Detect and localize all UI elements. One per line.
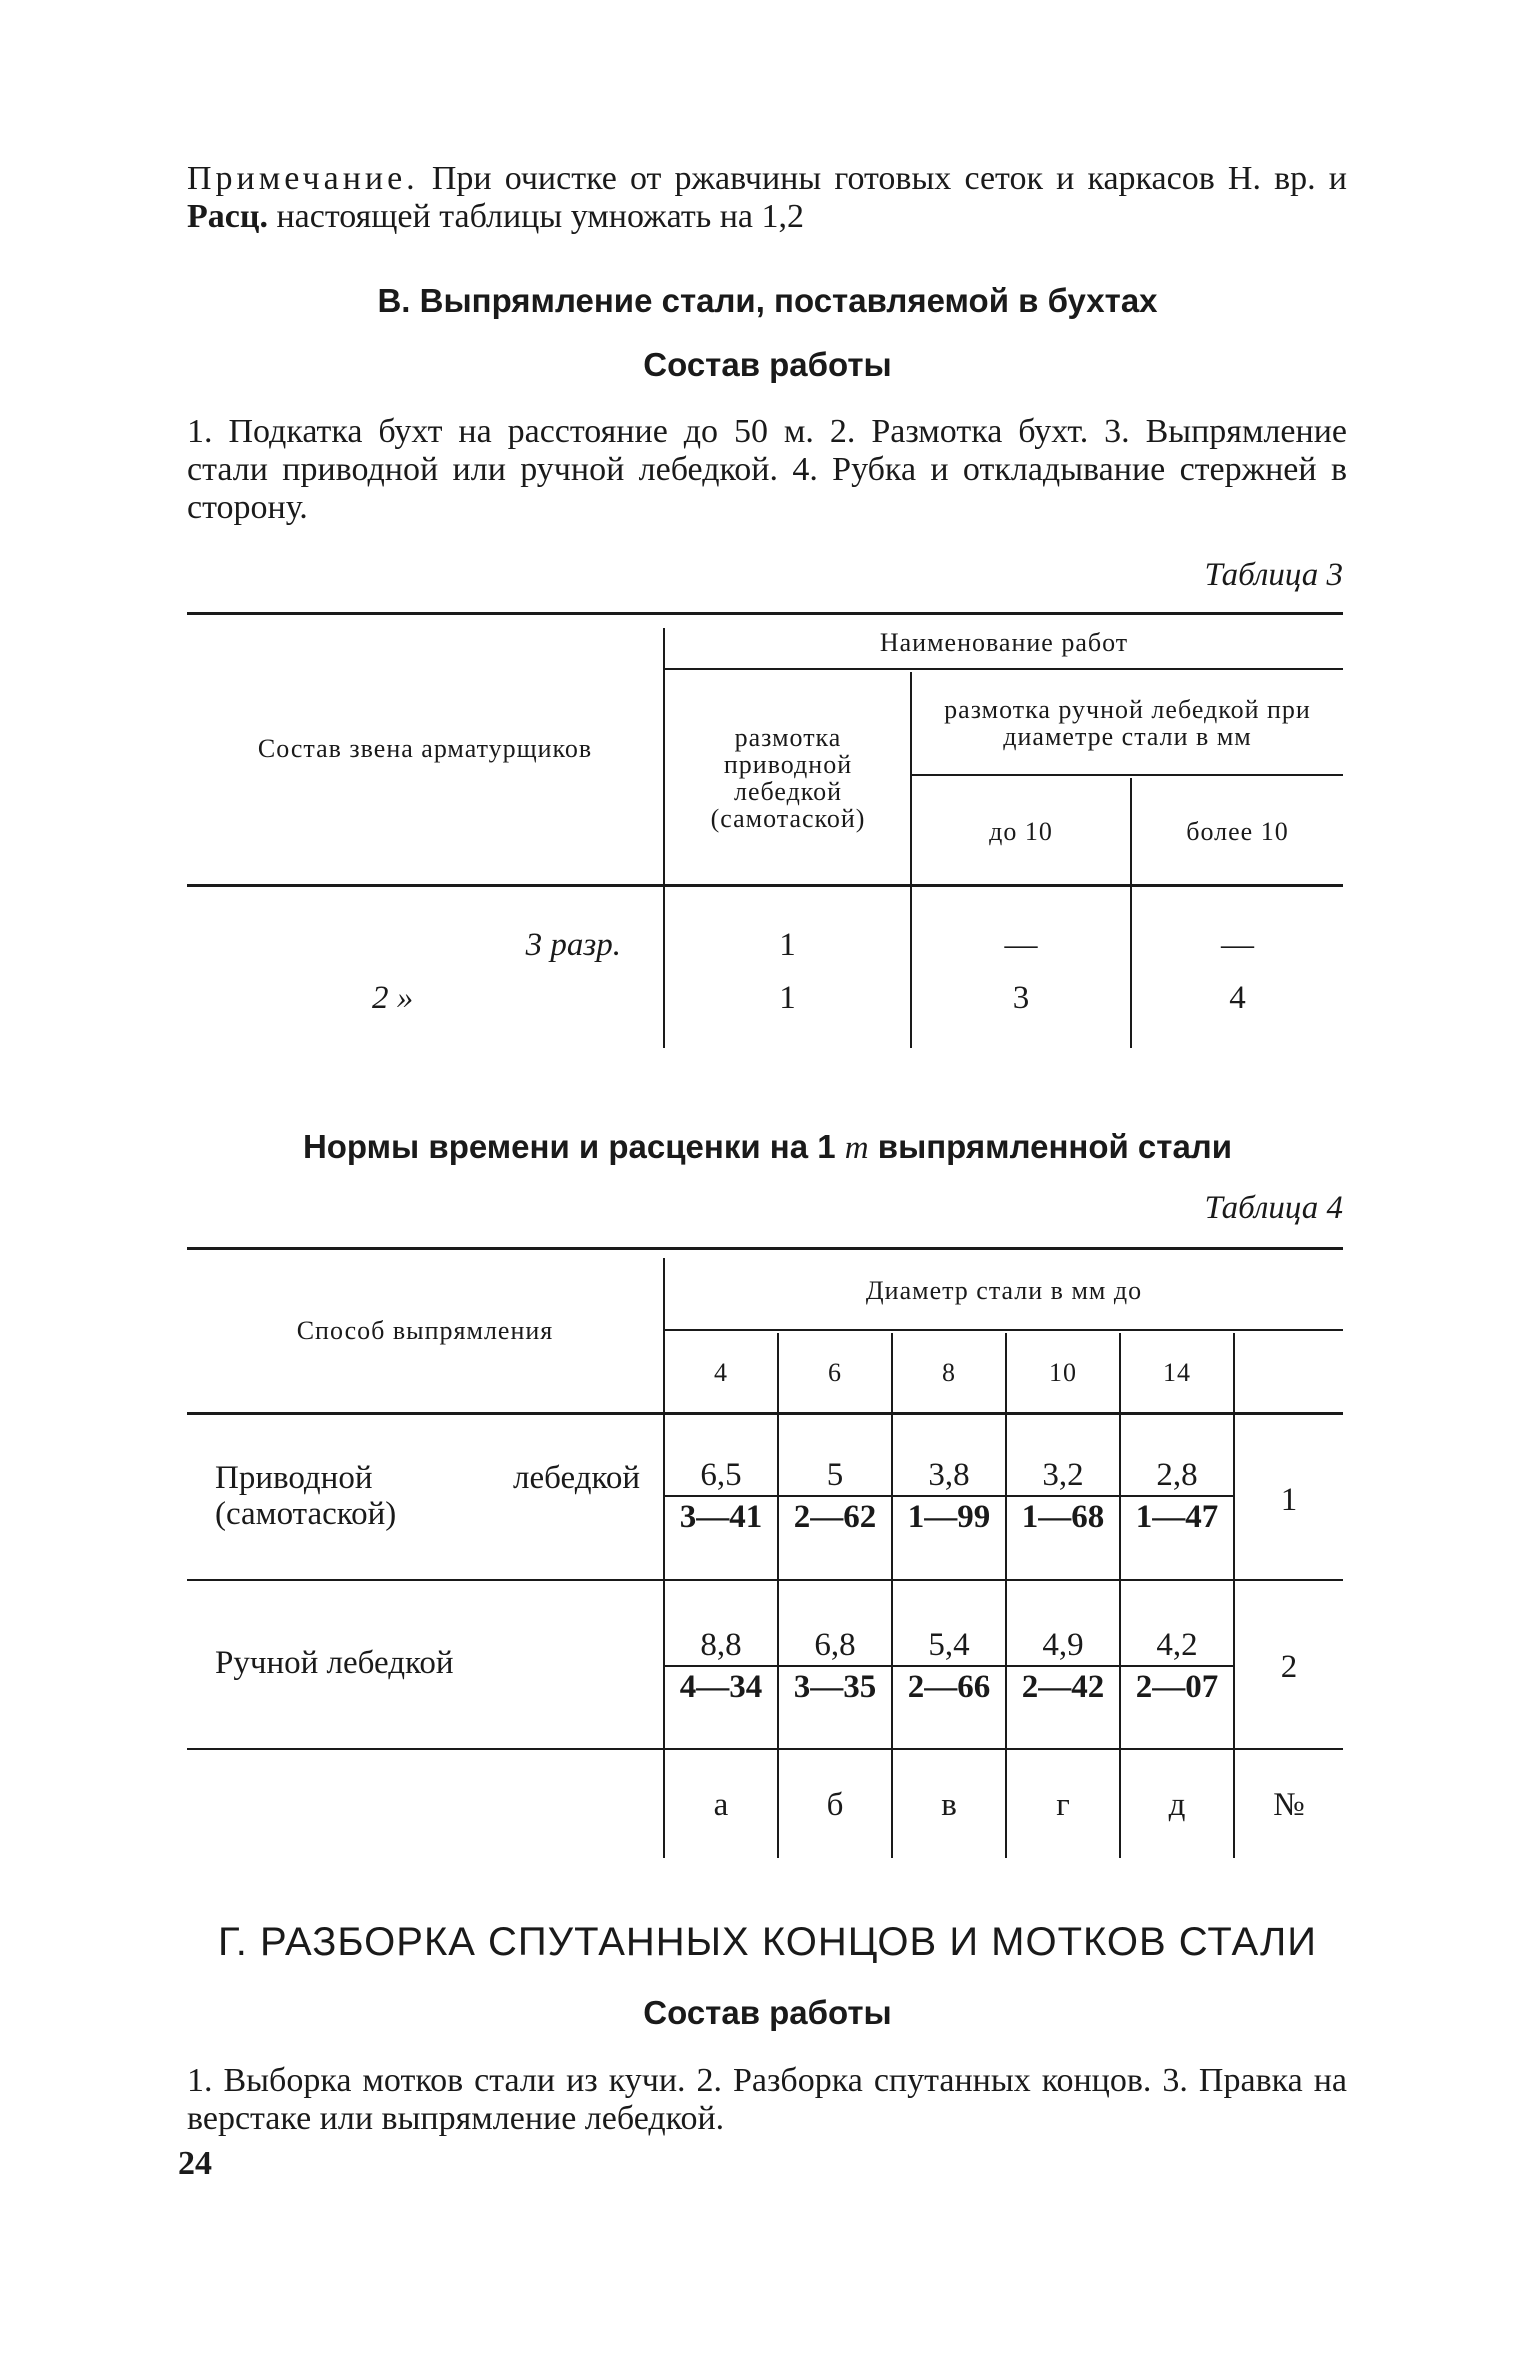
rate-value: 1—68: [1021, 1499, 1105, 1535]
table4-row1-method: Приводной лебедкой (самотаской): [215, 1460, 640, 1532]
note-rasc: Расц.: [187, 198, 268, 235]
table3-rule: [912, 774, 1343, 776]
table4-footer-v: в: [941, 1786, 957, 1823]
rate-value: 2—07: [1135, 1669, 1219, 1705]
rate-value: 2—66: [907, 1669, 991, 1705]
table4-row1-cell-c: [893, 1457, 1005, 1535]
section-g-work-title: Состав работы: [643, 1994, 892, 2031]
note-text-b: настоящей таблицы умножать на 1,2: [267, 198, 804, 235]
norm-value: 8,8: [665, 1627, 777, 1667]
table4-header-diameter: Диаметр стали в мм до: [865, 1275, 1143, 1305]
table3-header-work: Наименование работ: [879, 627, 1129, 657]
table3-row2-crew: 2 »: [372, 979, 414, 1016]
table4-row2-cell-d: [1007, 1627, 1119, 1705]
rate-value: 3—35: [793, 1669, 877, 1705]
rate-value: 2—62: [793, 1499, 877, 1535]
section-v-work-text: 1. Подкатка бухт на расстояние до 50 м. 2. Размотка бухт. 3. Выпрямление стали приводной или ручной лебедкой. 4. Рубка и откладывание стержней в сторону.: [187, 413, 1347, 526]
table4-row2-cell-c: [893, 1627, 1005, 1705]
table3-row2-driven: 1: [779, 979, 796, 1016]
table4-row2-no: 2: [1280, 1648, 1298, 1685]
note-text-a: При очистке от ржавчины готовых сеток и каркасов Н. вр. и: [431, 160, 1347, 197]
table3-row1-upto10: —: [1004, 926, 1038, 963]
table3-row1-crew: 3 разр.: [525, 926, 621, 963]
table4-diameter-4: 4: [714, 1358, 728, 1387]
section-v-work-title: Состав работы: [643, 346, 892, 383]
table4-diameter-6: 6: [828, 1358, 842, 1387]
table3-row2-over10: 4: [1229, 979, 1246, 1016]
table4-diameter-8: 8: [942, 1358, 956, 1387]
table3-row2-upto10: 3: [1012, 979, 1030, 1016]
norm-value: 3,8: [893, 1457, 1005, 1497]
rate-value: 3—41: [679, 1499, 763, 1535]
table3-header-over10: более 10: [1186, 816, 1289, 846]
norm-value: 5,4: [893, 1627, 1005, 1667]
table4-header-method: Способ выпрямления: [296, 1316, 554, 1345]
norm-value: 5: [779, 1457, 891, 1497]
table4-row1-cell-b: [779, 1457, 891, 1535]
section-g-work-text: 1. Выборка мотков стали из кучи. 2. Разборка спутанных концов. 3. Правка на верстаке или выпрямление лебедкой.: [187, 2062, 1347, 2137]
section-v-title: В. Выпрямление стали, поставляемой в бухтах: [377, 282, 1158, 319]
rate-value: 2—42: [1021, 1669, 1105, 1705]
norms-title: [0, 1128, 1535, 1167]
rate-value: 4—34: [679, 1669, 763, 1705]
page-number: 24: [178, 2145, 212, 2182]
table4-footer-b: б: [826, 1786, 844, 1823]
table4-row1-no: 1: [1280, 1481, 1298, 1518]
table4-row-rule: [187, 1748, 1343, 1750]
table4-footer-g: г: [1056, 1786, 1070, 1823]
rate-value: 1—47: [1135, 1499, 1219, 1535]
norms-title-b: выпрямленной стали: [868, 1128, 1233, 1165]
table4-header-rule: [187, 1412, 1343, 1415]
table3-row1-driven: 1: [779, 926, 796, 963]
table3-header-crew: Состав звена арматурщиков: [257, 733, 593, 763]
norm-value: 6,8: [779, 1627, 891, 1667]
table4-footer-d: д: [1168, 1786, 1186, 1823]
rate-value: 1—99: [907, 1499, 991, 1535]
norms-title-unit: т: [844, 1130, 869, 1166]
table4-row1-cell-e: [1121, 1457, 1233, 1535]
table4-row2-cell-e: [1121, 1627, 1233, 1705]
table4-row1-cell-d: [1007, 1457, 1119, 1535]
table4-diameter-10: 10: [1049, 1358, 1077, 1387]
table3-header-driven: размотка приводной лебедкой (самотаской): [710, 723, 866, 833]
table4-row1-cell-a: [665, 1457, 777, 1535]
note-paragraph: [187, 160, 1347, 236]
table3-rule: [665, 668, 1343, 670]
section-g-title: Г. РАЗБОРКА СПУТАННЫХ КОНЦОВ И МОТКОВ СТАЛИ: [217, 1920, 1318, 1964]
table4-row2-method: Ручной лебедкой: [215, 1645, 454, 1681]
table4-diameter-14: 14: [1163, 1358, 1191, 1387]
table4-footer-a: а: [713, 1786, 729, 1823]
norms-title-a: Нормы времени и расценки на 1: [302, 1128, 845, 1165]
table3-header-upto10: до 10: [989, 816, 1053, 846]
norm-value: 4,2: [1121, 1627, 1233, 1667]
norm-value: 4,9: [1007, 1627, 1119, 1667]
note-label: Примечание.: [187, 160, 419, 197]
table3-header-manual: размотка ручной лебедкой при диаметре стали в мм: [944, 695, 1311, 751]
table4-row2-cell-a: [665, 1627, 777, 1705]
table4-caption: Таблица 4: [1204, 1190, 1343, 1226]
table4-footer-no: №: [1273, 1786, 1305, 1823]
table4-row2-cell-b: [779, 1627, 891, 1705]
table3-row1-over10: —: [1221, 926, 1254, 963]
norm-value: 2,8: [1121, 1457, 1233, 1497]
table3-caption: Таблица 3: [1204, 557, 1343, 593]
table3-header-rule: [187, 884, 1343, 887]
table4-rule: [665, 1329, 1343, 1331]
norm-value: 3,2: [1007, 1457, 1119, 1497]
table4-row-rule: [187, 1579, 1343, 1581]
norm-value: 6,5: [665, 1457, 777, 1497]
